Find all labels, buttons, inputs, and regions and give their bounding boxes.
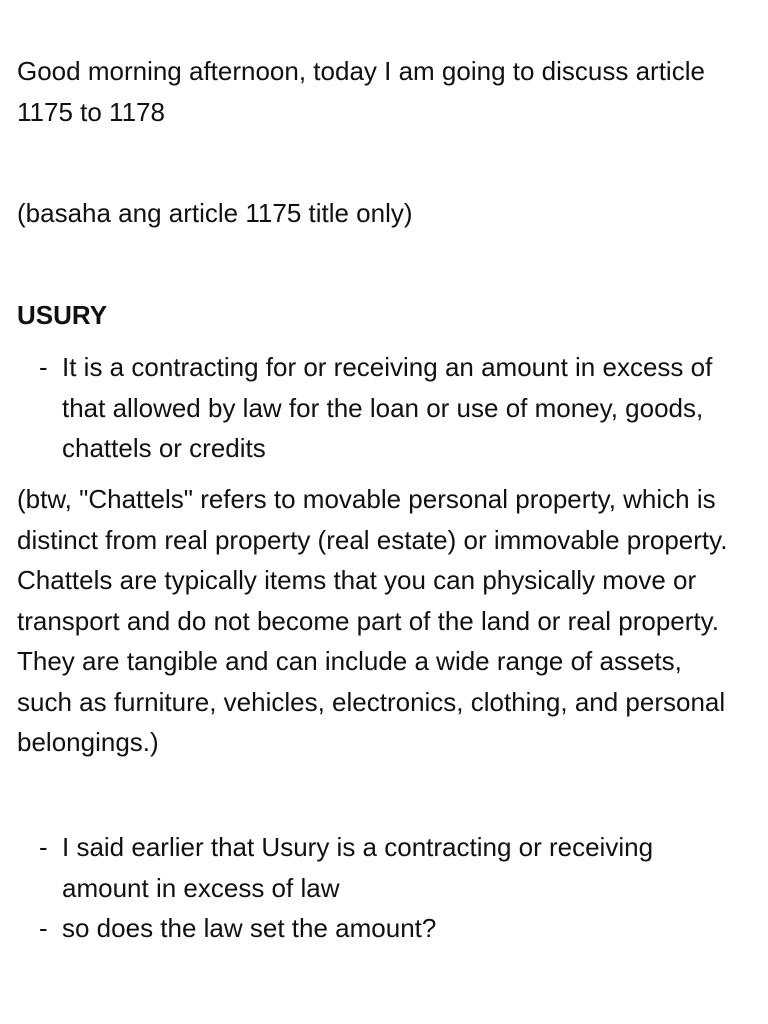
list-item (17, 908, 737, 949)
section-heading-usury: USURY (17, 300, 108, 330)
list-item (17, 347, 737, 469)
list-item (17, 827, 737, 908)
usury-followup-list (17, 827, 737, 949)
usury-definition-list (17, 347, 737, 469)
bullet-dash: - (39, 352, 48, 382)
followup-text-1: I said earlier that Usury is a contracting or receiving amount in excess of law (62, 832, 654, 903)
usury-definition-text: It is a contracting for or receiving an amount in excess of that allowed by law for the loan or use of money, goods, chattels or credits (62, 352, 713, 463)
chattels-note-paragraph: (btw, "Chattels" refers to movable personal property, which is distinct from real property (real estate) or immovable property. Chattels are typically items that you can physically move or transport and do not become part of the land or real property. They are tangible and can include a wide range of assets, such as furniture, vehicles, electronics, clothing, and personal belongings.) (17, 484, 728, 757)
bullet-dash: - (39, 913, 48, 943)
intro-paragraph: Good morning afternoon, today I am going to discuss article 1175 to 1178 (17, 56, 705, 127)
followup-text-2: so does the law set the amount? (62, 913, 437, 943)
read-title-note: (basaha ang article 1175 title only) (17, 198, 413, 228)
bullet-dash: - (39, 832, 48, 862)
